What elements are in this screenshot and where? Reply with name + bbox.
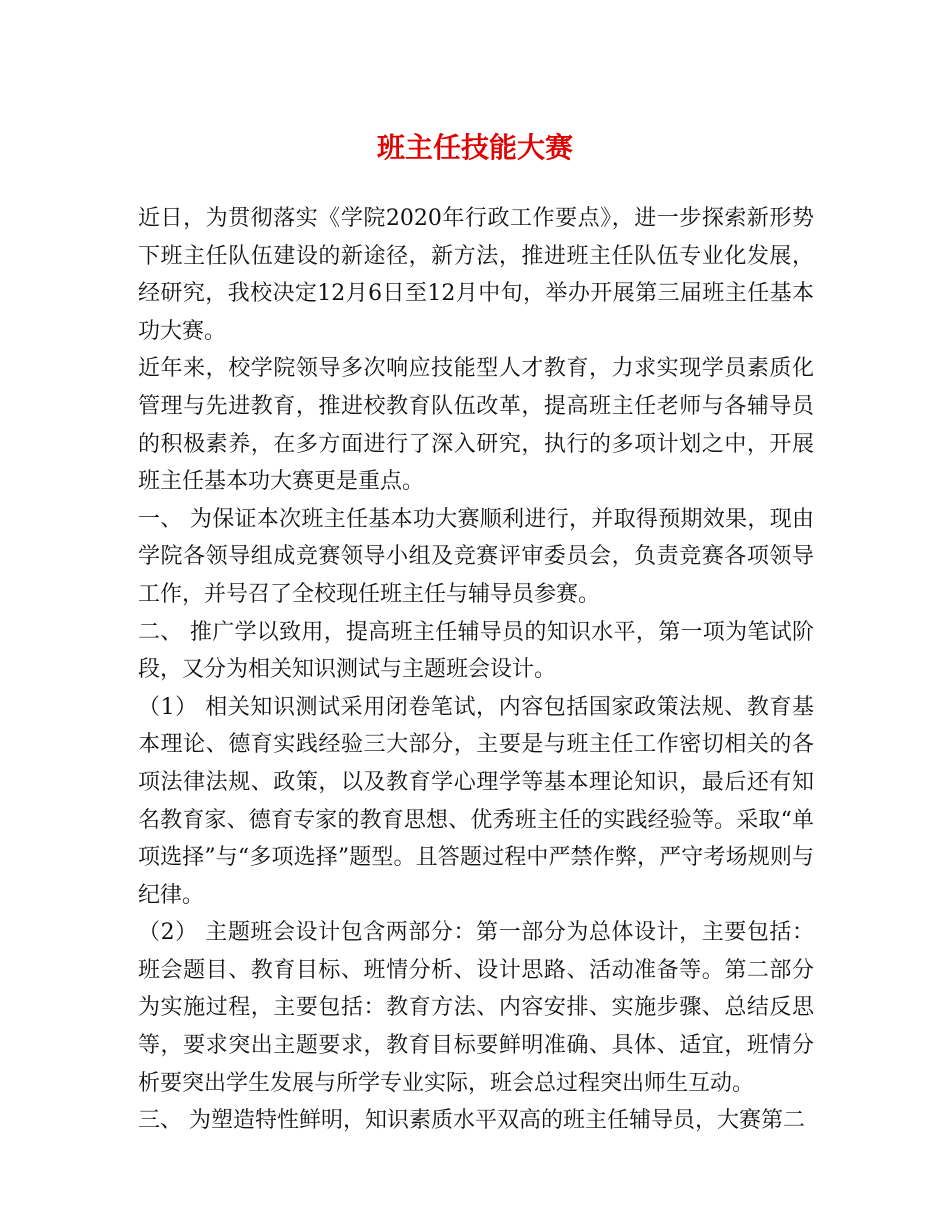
paragraph-subsection-2: （2） 主题班会设计包含两部分：第一部分为总体设计，主要包括：班会题目、教育目标、班情分析、设计思路、活动准备等。第二部分为实施过程，主要包括：教育方法、内容安排、实施步骤、总结反思等，要求突出主题要求，教育目标要鲜明准确、具体、适宜，班情分析要突出学生发展与所学专业实际，班会总过程突出师生互动。 xyxy=(138,920,814,1096)
paragraph-section-one: 一、 为保证本次班主任基本功大赛顺利进行，并取得预期效果，现由学院各领导组成竞赛领导小组及竞赛评审委员会，负责竞赛各项领导工作，并号召了全校现任班主任与辅导员参赛。 xyxy=(138,506,814,607)
paragraph-subsection-1: （1） 相关知识测试采用闭卷笔试，内容包括国家政策法规、教育基本理论、德育实践经验三大部分，主要是与班主任工作密切相关的各项法律法规、政策，以及教育学心理学等基本理论知识，最后还有知名教育家、德育专家的教育思想、优秀班主任的实践经验等。采取“单项选择”与“多项选择”题型。且答题过程中严禁作弊，严守考场规则与纪律。 xyxy=(138,694,814,908)
paragraph-section-three: 三、 为塑造特性鲜明，知识素质水平双高的班主任辅导员，大赛第二 xyxy=(138,1108,805,1134)
paragraph-section-two: 二、 推广学以致用，提高班主任辅导员的知识水平，第一项为笔试阶段，又分为相关知识测试与主题班会设计。 xyxy=(138,619,814,683)
paragraph-background: 近年来，校学院领导多次响应技能型人才教育，力求实现学员素质化管理与先进教育，推进校教育队伍改革，提高班主任老师与各辅导员的积极素养，在多方面进行了深入研究，执行的多项计划之中，开展班主任基本功大赛更是重点。 xyxy=(138,356,814,495)
document-title: 班主任技能大赛 xyxy=(376,131,573,164)
document-body xyxy=(138,200,814,1140)
paragraph-intro: 近日，为贯彻落实《学院2020年行政工作要点》，进一步探索新形势下班主任队伍建设的新途径，新方法，推进班主任队伍专业化发展，经研究，我校决定12月6日至12月中旬，举办开展第三届班主任基本功大赛。 xyxy=(138,206,814,344)
